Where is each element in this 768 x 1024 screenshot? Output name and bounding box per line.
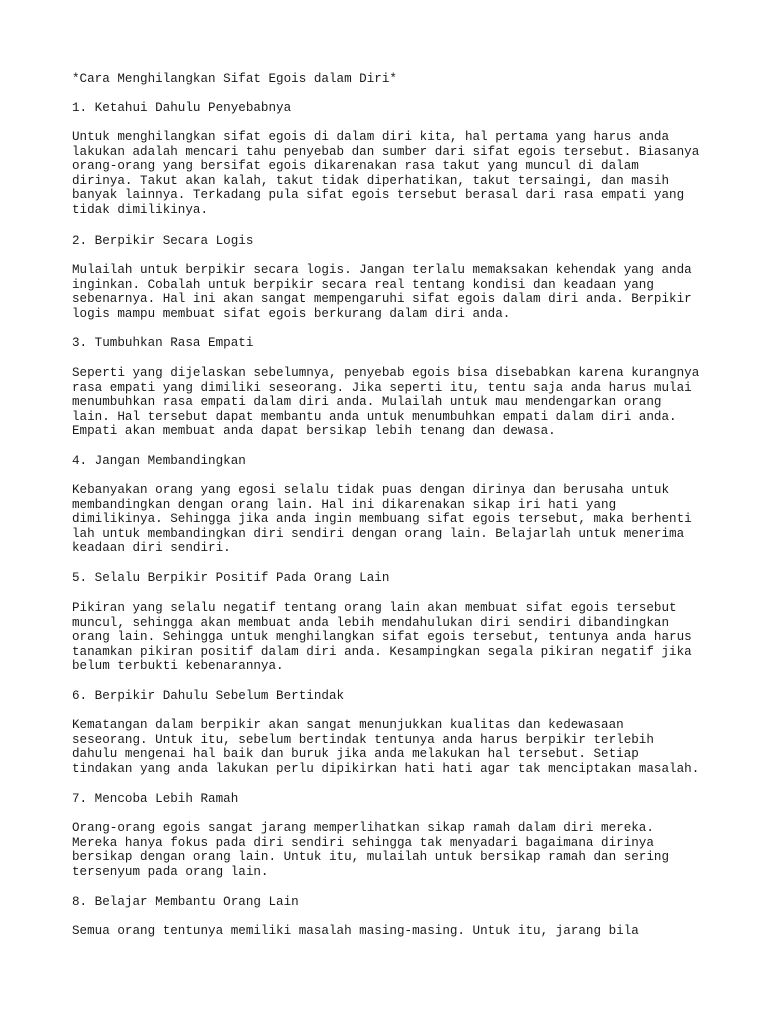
section-4-heading: 4. Jangan Membandingkan <box>72 454 246 468</box>
section-3-heading: 3. Tumbuhkan Rasa Empati <box>72 336 254 350</box>
section-8-heading: 8. Belajar Membantu Orang Lain <box>72 895 299 909</box>
section-6-body: Kematangan dalam berpikir akan sangat menunjukkan kualitas dan kedewasaan seseorang. Untuk itu, sebelum bertindak tentunya anda harus berpikir terlebih dahulu mengenai hal baik dan buruk jika anda melakukan hal tersebut. Setiap tindakan yang anda lakukan perlu dipikirkan hati hati agar tak menciptakan masalah. <box>72 718 700 776</box>
section-2-body: Mulailah untuk berpikir secara logis. Jangan terlalu memaksakan kehendak yang anda inginkan. Cobalah untuk berpikir secara real tentang kondisi dan keadaan yang sebenarnya. Hal ini akan sangat mempengaruhi sifat egois dalam diri anda. Berpikir logis mampu membuat sifat egois berkurang dalam diri anda. <box>72 263 692 321</box>
section-3-body: Seperti yang dijelaskan sebelumnya, penyebab egois bisa disebabkan karena kurangnya rasa empati yang dimiliki seseorang. Jika seperti itu, tentu saja anda harus mulai menumbuhkan rasa empati dalam diri anda. Mulailah untuk mau mendengarkan orang lain. Hal tersebut dapat membantu anda untuk menumbuhkan empati dalam diri anda. Empati akan membuat anda dapat bersikap lebih tenang dan dewasa. <box>72 366 700 439</box>
section-1-body: Untuk menghilangkan sifat egois di dalam diri kita, hal pertama yang harus anda lakukan adalah mencari tahu penyebab dan sumber dari sifat egois tersebut. Biasanya orang-orang yang bersifat egois dikarenakan rasa takut yang muncul di dalam dirinya. Takut akan kalah, takut tidak diperhatikan, takut tersaingi, dan masih banyak lainnya. Terkadang pula sifat egois tersebut berasal dari rasa empati yang tidak dimilikinya. <box>72 130 700 217</box>
section-6-heading: 6. Berpikir Dahulu Sebelum Bertindak <box>72 689 345 703</box>
section-5-body: Pikiran yang selalu negatif tentang orang lain akan membuat sifat egois tersebut muncul, sehingga akan membuat anda lebih mendahulukan diri sendiri dibandingkan orang lain. Sehingga untuk menghilangkan sifat egois tersebut, tentunya anda harus tanamkan pikiran positif dalam diri anda. Kesampingkan segala pikiran negatif jika belum terbukti kebenarannya. <box>72 601 692 674</box>
section-7-body: Orang-orang egois sangat jarang memperlihatkan sikap ramah dalam diri mereka. Mereka hanya fokus pada diri sendiri sehingga tak menyadari bagaimana dirinya bersikap dengan orang lain. Untuk itu, mulailah untuk bersikap ramah dan sering tersenyum pada orang lain. <box>72 821 670 879</box>
section-5-heading: 5. Selalu Berpikir Positif Pada Orang Lain <box>72 571 390 585</box>
document-title: *Cara Menghilangkan Sifat Egois dalam Diri* <box>72 72 397 86</box>
section-8-body: Semua orang tentunya memiliki masalah masing-masing. Untuk itu, jarang bila <box>72 924 639 938</box>
section-2-heading: 2. Berpikir Secara Logis <box>72 234 254 248</box>
section-1-heading: 1. Ketahui Dahulu Penyebabnya <box>72 101 292 115</box>
section-7-heading: 7. Mencoba Lebih Ramah <box>72 792 239 806</box>
section-4-body: Kebanyakan orang yang egosi selalu tidak puas dengan dirinya dan berusaha untuk membandingkan dengan orang lain. Hal ini dikarenakan sikap iri hati yang dimilikinya. Sehingga jika anda ingin membuang sifat egois tersebut, maka berhenti lah untuk membandingkan diri sendiri dengan orang lain. Belajarlah untuk menerima keadaan diri sendiri. <box>72 483 692 556</box>
